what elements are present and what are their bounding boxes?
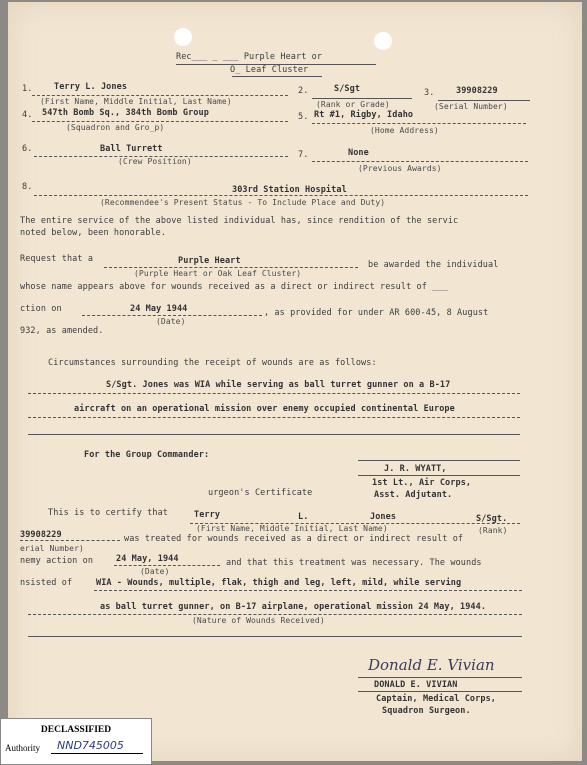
commander-title: Asst. Adjutant.	[374, 490, 453, 500]
field-8-number: 8.	[22, 182, 33, 192]
field-7-number: 7.	[298, 150, 309, 160]
action-date-value: 24 May 1944	[130, 304, 188, 314]
field-5-line	[312, 123, 526, 124]
circumstances-rule3	[28, 434, 520, 435]
patient-rank: S/Sgt.	[476, 514, 508, 524]
declassified-authority-line	[51, 753, 143, 754]
field-7-caption: (Previous Awards)	[358, 164, 442, 173]
field-3-line	[438, 100, 530, 101]
field-1-line	[32, 95, 288, 96]
field-2-value: S/Sgt	[334, 84, 361, 94]
request-award-line	[104, 267, 358, 268]
field-2-line	[312, 98, 412, 99]
wounds-line1: WIA - Wounds, multiple, flak, thigh and leg, left, mild, while serving	[96, 578, 462, 588]
patient-last-name: Jones	[370, 512, 397, 522]
serial-caption: erial Number)	[20, 544, 84, 553]
field-7-value: None	[348, 148, 369, 158]
declassified-authority-number: NND745005	[57, 739, 124, 752]
field-8-line	[34, 195, 528, 196]
field-2-caption: (Rank or Grade)	[316, 100, 390, 109]
action-prefix: ction on	[20, 304, 62, 314]
field-4-value: 547th Bomb Sq., 384th Bomb Group	[42, 108, 209, 118]
surgeon-signature: Donald E. Vivian	[368, 656, 495, 674]
surgeon-certificate-heading: urgeon's Certificate	[208, 488, 313, 498]
field-8-value: 303rd Station Hospital	[232, 185, 347, 195]
action-date-line	[82, 315, 262, 316]
field-3-number: 3.	[424, 88, 435, 98]
surgeon-sign-line	[358, 677, 522, 678]
enemy-action-date-caption: (Date)	[140, 567, 170, 576]
action-suffix: , as provided for under AR 600-45, 8 August	[264, 308, 489, 318]
amended-text: 932, as amended.	[20, 326, 104, 336]
field-5-caption: (Home Address)	[370, 126, 439, 135]
surgeon-name: DONALD E. VIVIAN	[374, 680, 458, 690]
wounds-line2: as ball turret gunner, on B-17 airplane, operational mission 24 May, 1944.	[100, 602, 487, 612]
request-prefix: Request that a	[20, 254, 94, 264]
commander-sign-line	[358, 460, 520, 461]
commander-label: For the Group Commander:	[84, 450, 210, 460]
declassified-authority-label: Authority	[5, 743, 40, 753]
field-3-caption: (Serial Number)	[434, 102, 508, 111]
service-statement-line2: noted below, been honorable.	[20, 228, 167, 238]
field-8-caption: (Recommendee's Present Status - To Include Place and Duty)	[100, 198, 386, 207]
punch-hole-right	[374, 32, 392, 50]
enemy-action-prefix: nemy action on	[20, 556, 94, 566]
commander-name-line	[358, 475, 520, 476]
field-1-value: Terry L. Jones	[54, 82, 128, 92]
patient-first-name: Terry	[194, 510, 221, 520]
field-1-number: 1.	[22, 84, 33, 94]
field-6-number: 6.	[22, 144, 33, 154]
field-5-value: Rt #1, Rigby, Idaho	[314, 110, 414, 120]
wounds-caption: (Nature of Wounds Received)	[192, 616, 325, 625]
commander-rank: 1st Lt., Air Corps,	[372, 478, 472, 488]
wounds-rule3	[28, 636, 522, 637]
circumstances-label: Circumstances surrounding the receipt of wounds are as follows:	[48, 358, 377, 368]
field-4-number: 4.	[22, 110, 33, 120]
enemy-action-date-line	[114, 565, 220, 566]
wounds-rule2	[28, 614, 522, 615]
circumstances-rule1	[28, 393, 520, 394]
consisted-prefix: nsisted of	[20, 578, 73, 588]
punch-hole-left	[174, 28, 192, 46]
surgeon-name-line	[358, 691, 522, 692]
patient-middle-initial: L.	[298, 512, 309, 522]
circumstances-line2: aircraft on an operational mission over enemy occupied continental Europe	[74, 404, 455, 414]
declassified-title: DECLASSIFIED	[40, 725, 112, 735]
field-7-line	[312, 161, 528, 162]
commander-name: J. R. WYATT,	[384, 464, 447, 474]
patient-serial-line	[20, 540, 120, 541]
wounds-rule1	[94, 590, 522, 591]
request-award-value: Purple Heart	[178, 256, 241, 266]
field-6-value: Ball Turrett	[100, 144, 163, 154]
request-line2: whose name appears above for wounds received as a direct or indirect result of ___	[20, 282, 448, 292]
request-suffix: be awarded the individual	[368, 260, 499, 270]
form-title-line1: Rec___ _ ___ Purple Heart or	[176, 52, 323, 62]
enemy-action-suffix: and that this treatment was necessary. The wounds	[226, 558, 482, 568]
patient-serial: 39908229	[20, 530, 62, 540]
document-sheet	[8, 2, 582, 761]
title-underline-2	[232, 76, 322, 77]
field-2-number: 2.	[298, 86, 309, 96]
field-4-line	[32, 121, 288, 122]
form-title-line2: O_ Leaf Cluster	[230, 65, 309, 75]
action-date-caption: (Date)	[156, 317, 186, 326]
field-3-value: 39908229	[456, 86, 498, 96]
circumstances-rule2	[28, 417, 520, 418]
surgeon-title: Squadron Surgeon.	[382, 706, 471, 716]
field-5-number: 5.	[298, 112, 309, 122]
treated-text: was treated for wounds received as a direct or indirect result of	[124, 534, 464, 544]
circumstances-line1: S/Sgt. Jones was WIA while serving as ball turret gunner on a B-17	[106, 380, 451, 390]
certify-prefix: This is to certify that	[48, 508, 169, 518]
surgeon-rank: Captain, Medical Corps,	[376, 694, 497, 704]
request-award-caption: (Purple Heart or Oak Leaf Cluster)	[134, 269, 302, 278]
declassified-stamp	[0, 718, 152, 765]
field-4-caption: (Squadron and Gro_p)	[66, 123, 165, 132]
field-6-caption: (Crew Position)	[118, 157, 192, 166]
field-1-caption: (First Name, Middle Initial, Last Name)	[40, 97, 232, 106]
service-statement-line1: The entire service of the above listed individual has, since rendition of the servic	[20, 216, 459, 226]
patient-rank-caption: (Rank)	[478, 526, 508, 535]
patient-name-caption: (First Name, Middle Initial, Last Name)	[196, 524, 388, 533]
enemy-action-date: 24 May, 1944	[116, 554, 179, 564]
